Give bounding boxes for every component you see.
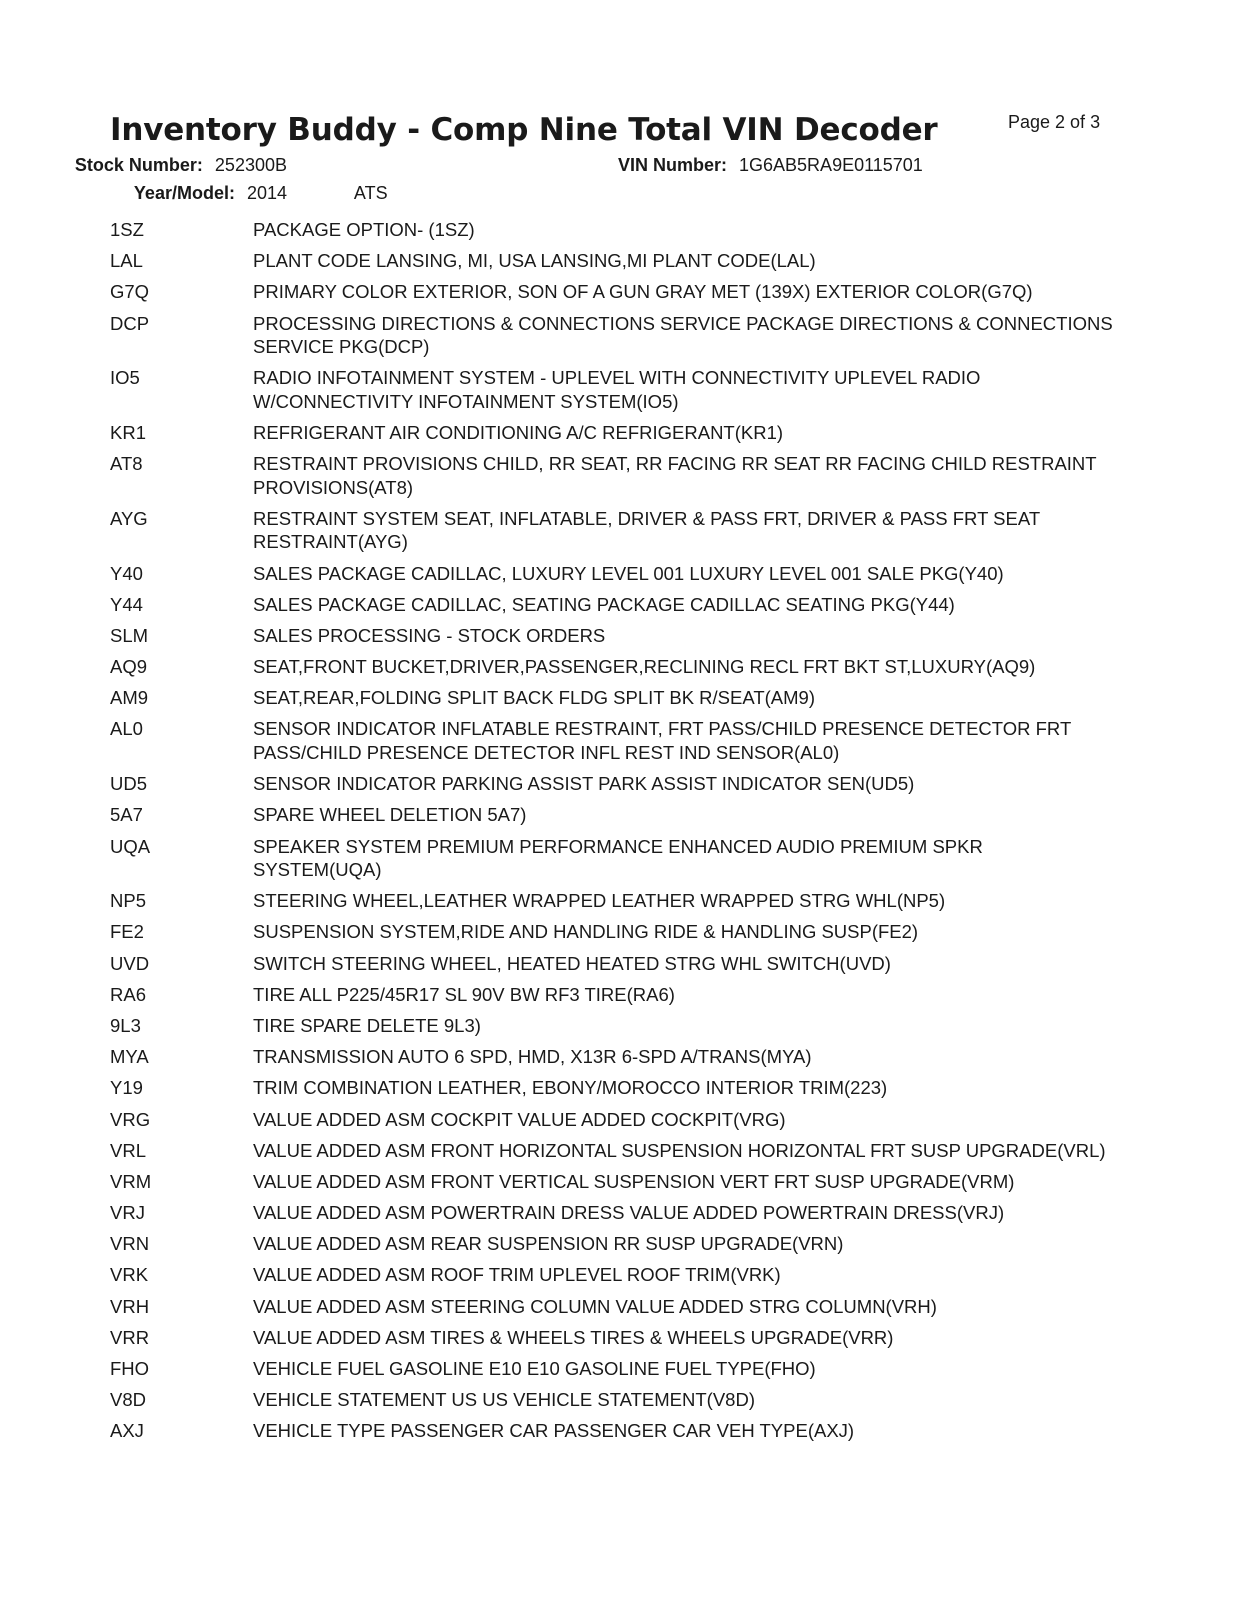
option-code: VRL [110,1139,146,1161]
option-row [0,889,1236,920]
option-description: VALUE ADDED ASM REAR SUSPENSION RR SUSP UPGRADE(VRN) [253,1233,844,1255]
option-code: NP5 [110,890,146,912]
option-description: TRANSMISSION AUTO 6 SPD, HMD, X13R 6-SPD A/TRANS(MYA) [253,1046,812,1068]
option-row [0,686,1236,717]
option-row [0,366,1236,421]
option-row [0,1232,1236,1263]
option-code: KR1 [110,421,146,443]
vin-number-label: VIN Number: [618,155,728,175]
page-title: Inventory Buddy - Comp Nine Total VIN Decoder [110,112,938,148]
option-code: FHO [110,1358,150,1379]
option-description: PACKAGE OPTION- (1SZ) [253,219,475,240]
option-row [0,452,1236,507]
option-row [0,920,1236,951]
option-code: RA6 [110,983,146,1005]
option-description: PROCESSING DIRECTIONS & CONNECTIONS SERVICE PACKAGE DIRECTIONS & CONNECTIONS SERVICE PKG(DCP) [253,312,1113,358]
option-description: PRIMARY COLOR EXTERIOR, SON OF A GUN GRAY MET (139X) EXTERIOR COLOR(G7Q) [253,281,1033,303]
option-row [0,952,1236,983]
option-description: VEHICLE TYPE PASSENGER CAR PASSENGER CAR VEH TYPE(AXJ) [253,1420,855,1442]
option-code: IO5 [110,367,140,389]
option-row [0,312,1236,367]
option-description: SPEAKER SYSTEM PREMIUM PERFORMANCE ENHANCED AUDIO PREMIUM SPKR SYSTEM(UQA) [253,835,983,880]
option-description: REFRIGERANT AIR CONDITIONING A/C REFRIGERANT(KR1) [253,421,784,443]
option-row [0,983,1236,1014]
option-code: 9L3 [110,1014,141,1036]
option-row [0,421,1236,452]
option-code: Y40 [110,562,143,584]
option-description: RESTRAINT PROVISIONS CHILD, RR SEAT, RR FACING RR SEAT RR FACING CHILD RESTRAINT PROVISIONS(AT8) [253,453,1097,498]
option-row [0,624,1236,655]
option-code: FE2 [110,921,144,943]
option-description: SALES PACKAGE CADILLAC, LUXURY LEVEL 001 LUXURY LEVEL 001 SALE PKG(Y40) [253,562,1004,584]
option-code: Y44 [110,593,143,615]
option-description: VALUE ADDED ASM POWERTRAIN DRESS VALUE ADDED POWERTRAIN DRESS(VRJ) [253,1202,1005,1224]
option-row [0,1076,1236,1107]
option-description: SWITCH STEERING WHEEL, HEATED HEATED STRG WHL SWITCH(UVD) [253,952,891,974]
option-code: AYG [110,507,148,529]
option-row [0,717,1236,772]
option-row [0,1295,1236,1326]
option-description: SPARE WHEEL DELETION 5A7) [253,804,527,826]
option-row [0,1045,1236,1076]
stock-number-row [75,154,287,176]
option-row [0,249,1236,280]
option-code: VRG [110,1108,151,1130]
option-row [0,772,1236,803]
option-row [0,1388,1236,1419]
option-code: VRR [110,1326,150,1348]
option-description: SALES PACKAGE CADILLAC, SEATING PACKAGE CADILLAC SEATING PKG(Y44) [253,593,955,615]
option-row [0,1139,1236,1170]
option-description: SENSOR INDICATOR PARKING ASSIST PARK ASSIST INDICATOR SEN(UD5) [253,773,915,795]
option-row [0,1326,1236,1357]
option-code: AT8 [110,453,143,475]
option-code: 5A7 [110,804,143,826]
option-description: VEHICLE FUEL GASOLINE E10 E10 GASOLINE FUEL TYPE(FHO) [253,1358,816,1379]
option-code: AM9 [110,687,149,709]
vin-number-value: 1G6AB5RA9E0115701 [739,155,923,175]
option-row [0,1170,1236,1201]
stock-number-label: Stock Number: [74,155,203,175]
option-code-list [0,218,1236,1451]
option-row [0,1201,1236,1232]
option-code: VRM [110,1170,152,1192]
option-description: SEAT,FRONT BUCKET,DRIVER,PASSENGER,RECLINING RECL FRT BKT ST,LUXURY(AQ9) [253,656,1036,678]
option-code: VRH [110,1295,150,1317]
option-description: TIRE ALL P225/45R17 SL 90V BW RF3 TIRE(RA6) [253,983,675,1005]
option-description: VALUE ADDED ASM TIRES & WHEELS TIRES & WHEELS UPGRADE(VRR) [253,1326,894,1348]
option-code: 1SZ [110,219,144,240]
stock-number-value: 252300B [214,155,287,175]
option-row [0,655,1236,686]
option-description: VALUE ADDED ASM COCKPIT VALUE ADDED COCKPIT(VRG) [253,1108,786,1130]
option-description: STEERING WHEEL,LEATHER WRAPPED LEATHER WRAPPED STRG WHL(NP5) [253,890,946,912]
option-row [0,1108,1236,1139]
option-code: MYA [110,1046,149,1068]
option-code: AXJ [110,1420,144,1442]
option-row [0,835,1236,890]
option-row [0,803,1236,834]
option-code: UQA [110,835,151,857]
option-code: UD5 [110,773,148,795]
option-code: DCP [110,312,150,334]
year-model-row [133,182,388,204]
option-description: SEAT,REAR,FOLDING SPLIT BACK FLDG SPLIT BK R/SEAT(AM9) [253,687,815,709]
option-code: VRK [110,1264,149,1286]
option-code: G7Q [110,281,150,303]
vin-number-row [618,154,923,176]
option-description: TRIM COMBINATION LEATHER, EBONY/MOROCCO INTERIOR TRIM(223) [253,1077,888,1099]
option-description: TIRE SPARE DELETE 9L3) [253,1014,481,1036]
option-row [0,1419,1236,1450]
option-row [0,593,1236,624]
option-row [0,562,1236,593]
option-code: Y19 [110,1077,143,1099]
option-row [0,1014,1236,1045]
option-description: VALUE ADDED ASM FRONT HORIZONTAL SUSPENSION HORIZONTAL FRT SUSP UPGRADE(VRL) [253,1139,1106,1161]
option-row [0,280,1236,311]
option-code: VRJ [110,1202,145,1224]
option-description: SUSPENSION SYSTEM,RIDE AND HANDLING RIDE & HANDLING SUSP(FE2) [253,921,919,943]
option-code: AQ9 [110,656,148,678]
option-code: UVD [110,952,150,974]
option-description: RADIO INFOTAINMENT SYSTEM - UPLEVEL WITH CONNECTIVITY UPLEVEL RADIO W/CONNECTIVITY INFOTAINMENT SYSTEM(IO5) [253,367,981,412]
option-description: RESTRAINT SYSTEM SEAT, INFLATABLE, DRIVER & PASS FRT, DRIVER & PASS FRT SEAT RESTRAINT(AYG) [253,507,1040,553]
option-code: AL0 [110,718,143,740]
year-value: 2014 [246,183,287,203]
model-value: ATS [353,183,388,203]
option-code: V8D [110,1389,146,1411]
option-code: SLM [110,624,149,646]
option-description: VALUE ADDED ASM STEERING COLUMN VALUE ADDED STRG COLUMN(VRH) [253,1295,937,1317]
option-description: VALUE ADDED ASM FRONT VERTICAL SUSPENSION VERT FRT SUSP UPGRADE(VRM) [253,1170,1015,1192]
option-code: VRN [110,1233,150,1255]
option-row [0,1357,1236,1388]
page-number: Page 2 of 3 [1008,112,1101,132]
option-row [0,1263,1236,1294]
option-row [0,218,1236,249]
option-description: VALUE ADDED ASM ROOF TRIM UPLEVEL ROOF TRIM(VRK) [253,1264,781,1286]
year-model-label: Year/Model: [133,183,235,203]
option-description: PLANT CODE LANSING, MI, USA LANSING,MI PLANT CODE(LAL) [253,250,816,272]
option-description: SENSOR INDICATOR INFLATABLE RESTRAINT, FRT PASS/CHILD PRESENCE DETECTOR FRT PASS/CHILD PRESENCE DETECTOR INFL REST IND SENSOR(AL0) [253,718,1071,763]
option-description: VEHICLE STATEMENT US US VEHICLE STATEMENT(V8D) [253,1389,755,1411]
option-row [0,507,1236,562]
option-description: SALES PROCESSING - STOCK ORDERS [253,624,606,646]
option-code: LAL [110,250,143,272]
